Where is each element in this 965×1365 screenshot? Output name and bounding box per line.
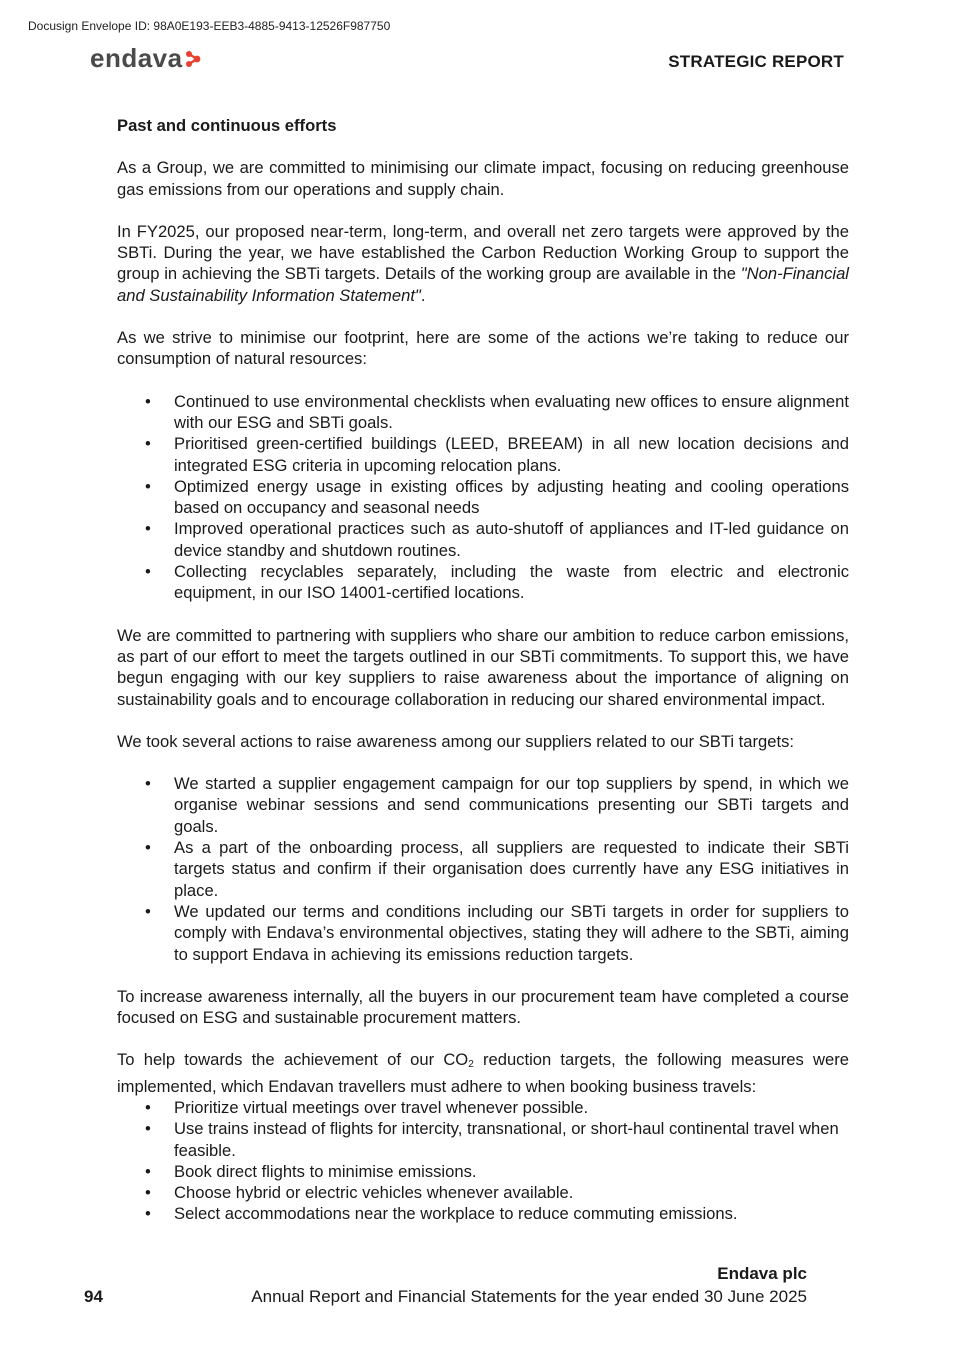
paragraph-sbti-targets [117,221,849,306]
paragraph-procurement-training: To increase awareness internally, all the buyers in our procurement team have completed a course focused on ESG and sustainable procurement matters. [117,986,849,1028]
resource-actions-list [117,391,849,604]
travel-text-end: reduction targets, the following measures were implemented, which Endavan travellers must adhere to when booking business travels: [117,1050,849,1096]
paragraph-sbti-text: In FY2025, our proposed near-term, long-term, and overall net zero targets were approved by the SBTi. During the year, we have established the Carbon Reduction Working Group to support the group in achieving the SBTi targets. Details of the working group are available in the [117,221,849,284]
list-item: • We started a supplier engagement campaign for our top suppliers by spend, in which we organise webinar sessions and send communications presenting our SBTi targets and goals. [117,773,849,837]
paragraph-group-commitment: As a Group, we are committed to minimising our climate impact, focusing on reducing greenhouse gas emissions from our operations and supply chain. [117,158,849,199]
footer-company: Endava plc [717,1264,807,1283]
list-item: • Prioritize virtual meetings over travel whenever possible. [117,1097,849,1118]
page-number: 94 [84,1287,103,1306]
list-item: • Collecting recyclables separately, including the waste from electric and electronic equipment, in our ISO 14001-certified locations. [117,561,849,604]
paragraph-supplier-actions-intro: We took several actions to raise awareness among our suppliers related to our SBTi targets: [117,731,794,751]
list-item: • Use trains instead of flights for intercity, transnational, or short-haul continental travel when feasible. [117,1118,849,1161]
travel-measures-list [117,1097,849,1225]
list-item: • Book direct flights to minimise emissions. [117,1161,849,1182]
list-item: • Select accommodations near the workplace to reduce commuting emissions. [117,1203,849,1224]
list-item: • We updated our terms and conditions including our SBTi targets in order for suppliers to comply with Endava’s environmental objectives, stating they will adhere to the SBTi, aiming to support Endava in achieving its emissions reduction targets. [117,901,849,965]
statement-reference: "Non-Financial and Sustainability Information Statement" [117,264,849,305]
section-heading: Past and continuous efforts [117,116,337,135]
list-item: • As a part of the onboarding process, all suppliers are requested to indicate their SBTi targets status and confirm if their organisation does currently have any ESG initiatives in place. [117,837,849,901]
footer-report-title: Annual Report and Financial Statements for the year ended 30 June 2025 [251,1287,807,1306]
list-item: • Improved operational practices such as auto-shutoff of appliances and IT-led guidance on device standby and shutdown routines. [117,518,849,561]
list-item: • Continued to use environmental checklists when evaluating new offices to ensure alignment with our ESG and SBTi goals. [117,391,849,434]
paragraph-sbti-end: . [420,285,426,305]
paragraph-supplier-partnering: We are committed to partnering with suppliers who share our ambition to reduce carbon emissions, as part of our effort to meet the targets outlined in our SBTi commitments. To support this, we have begun engaging with our key suppliers to raise awareness about the importance of aligning on sustainability goals and to encourage collaboration in reducing our shared environmental impact. [117,625,849,709]
co2-subscript: 2 [468,1059,474,1071]
section-title: STRATEGIC REPORT [668,52,844,71]
endava-mark-icon [185,50,203,68]
endava-logo [90,44,203,72]
supplier-actions-list [117,773,849,965]
docusign-envelope-id: Docusign Envelope ID: 98A0E193-EEB3-4885-9413-12526F987750 [28,19,391,33]
list-item: • Prioritised green-certified buildings (LEED, BREEAM) in all new location decisions and integrated ESG criteria in upcoming relocation plans. [117,433,849,476]
travel-text-start: To help towards the achievement of our CO [117,1050,469,1070]
list-item: • Optimized energy usage in existing offices by adjusting heating and cooling operations based on occupancy and seasonal needs [117,476,849,519]
list-item: • Choose hybrid or electric vehicles whenever available. [117,1182,849,1203]
logo-text: endava [90,43,183,73]
paragraph-actions-intro: As we strive to minimise our footprint, here are some of the actions we’re taking to reduce our consumption of natural resources: [117,328,849,369]
paragraph-travel-measures [117,1049,849,1097]
page-content [117,115,849,1246]
